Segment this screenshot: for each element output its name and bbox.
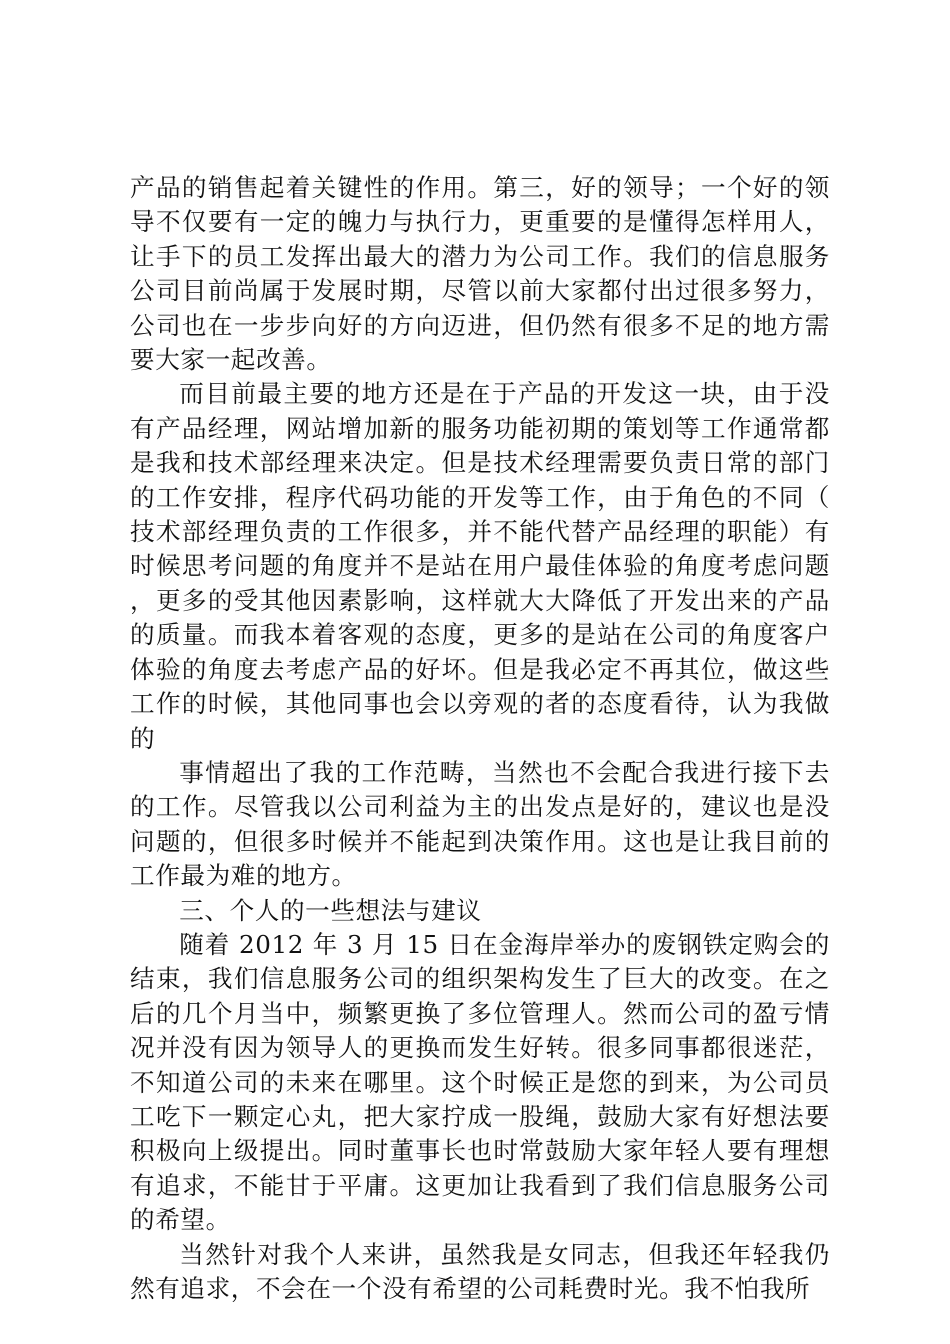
paragraph-5: 当然针对我个人来讲，虽然我是女同志，但我还年轻我仍然有追求，不会在一个没有希望的公司耗费时光。我不怕我所	[130, 1239, 830, 1303]
paragraph-1: 产品的销售起着关键性的作用。第三，好的领导；一个好的领导不仅要有一定的魄力与执行力，更重要的是懂得怎样用人，让手下的员工发挥出最大的潜力为公司工作。我们的信息服务公司目前尚属于发展时期，尽管以前大家都付出过很多努力，公司也在一步步向好的方向迈进，但仍然有很多不足的地方需要大家一起改善。	[130, 173, 830, 375]
section-heading: 三、个人的一些想法与建议	[179, 895, 482, 925]
paragraph-2: 而目前最主要的地方还是在于产品的开发这一块，由于没有产品经理，网站增加新的服务功能初期的策划等工作通常都是我和技术部经理来决定。但是技术经理需要负责日常的部门的工作安排，程序代码功能的开发等工作，由于角色的不同（技术部经理负责的工作很多，并不能代替产品经理的职能）有时候思考问题的角度并不是站在用户最佳体验的角度考虑问题，更多的受其他因素影响，这样就大大降低了开发出来的产品的质量。而我本着客观的态度，更多的是站在公司的角度客户体验的角度去考虑产品的好坏。但是我必定不再其位，做这些工作的时候，其他同事也会以旁观的者的态度看待，认为我做的	[130, 379, 830, 753]
paragraph-3: 事情超出了我的工作范畴，当然也不会配合我进行接下去的工作。尽管我以公司利益为主的出发点是好的，建议也是没问题的，但很多时候并不能起到决策作用。这也是让我目前的工作最为难的地方。	[130, 757, 830, 891]
document-body	[130, 171, 830, 1306]
paragraph-4: 随着 2012 年 3 月 15 日在金海岸举办的废钢铁定购会的结束，我们信息服务公司的组织架构发生了巨大的改变。在之后的几个月当中，频繁更换了多位管理人。然而公司的盈亏情况并没有因为领导人的更换而发生好转。很多同事都很迷茫，不知道公司的未来在哪里。这个时候正是您的到来，为公司员工吃下一颗定心丸，把大家拧成一股绳，鼓励大家有好想法要积极向上级提出。同时董事长也时常鼓励大家年轻人要有理想有追求，不能甘于平庸。这更加让我看到了我们信息服务公司的希望。	[130, 929, 830, 1235]
